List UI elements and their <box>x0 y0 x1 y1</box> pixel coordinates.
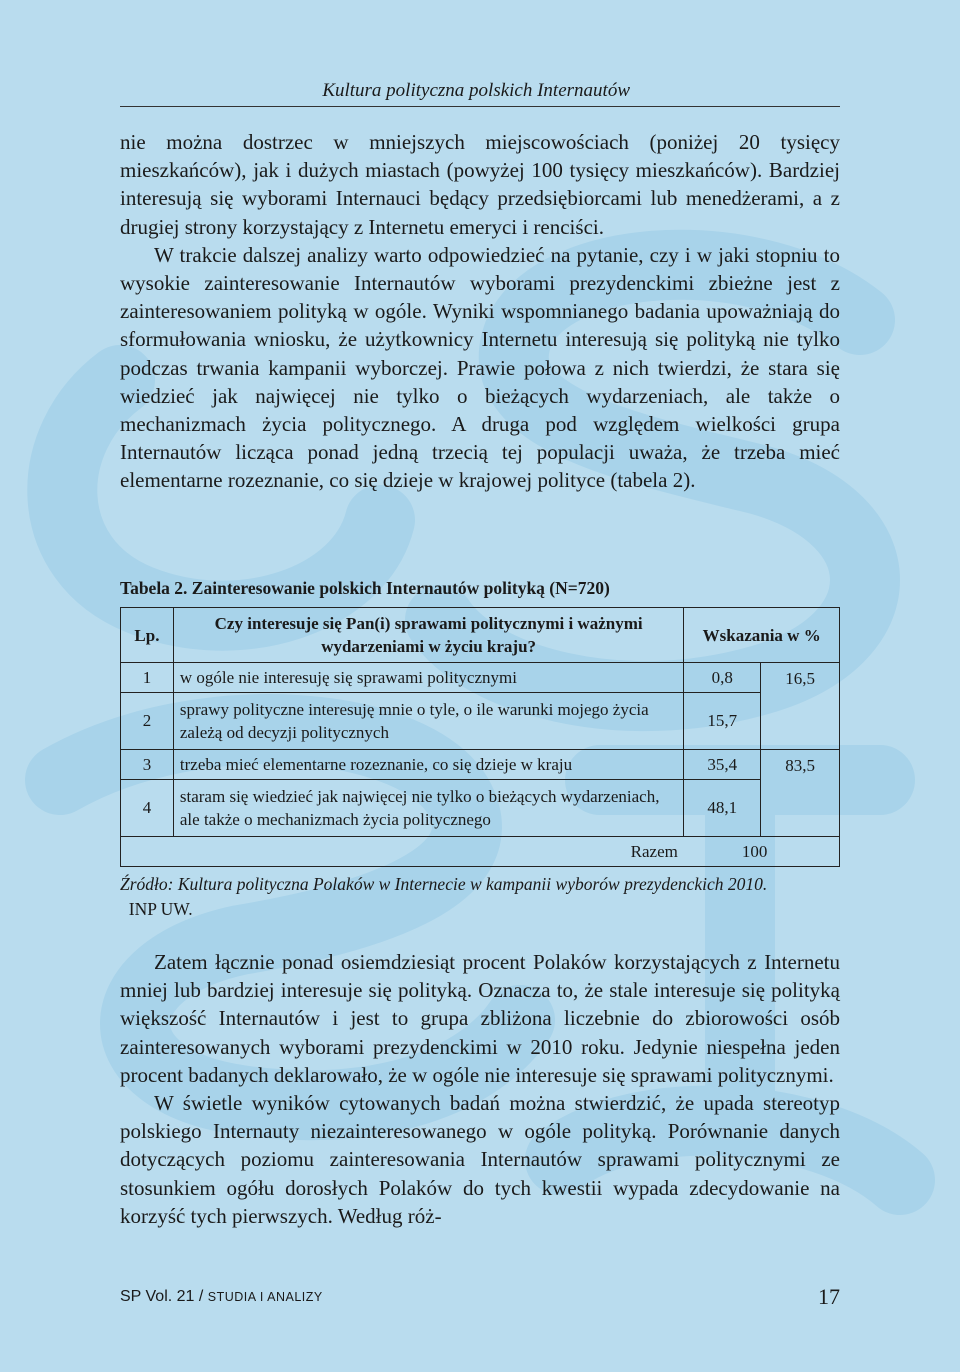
header-values: Wskazania w % <box>684 608 840 663</box>
header-question: Czy interesuje się Pan(i) sprawami politycznymi i ważnymi wydarzeniami w życiu kraju? <box>173 608 683 663</box>
row-lp: 4 <box>121 780 174 837</box>
table-source <box>120 872 840 922</box>
row-text: sprawy polityczne interesuję mnie o tyle, o ile warunki mojego życia zależą od decyzji politycznych <box>173 693 683 750</box>
total-value: 100 <box>684 837 840 867</box>
row-lp: 3 <box>121 750 174 780</box>
row-value: 0,8 <box>684 663 761 693</box>
table-row <box>121 750 840 780</box>
paragraph: nie można dostrzec w mniejszych miejscowościach (poniżej 20 tysięcy mieszkańców), jak i dużych miastach (powyżej 100 tysięcy mieszkańców). Bardziej interesują się wyborami Internauci będący przedsiębiorcami lub menedżerami, a z drugiej strony korzystający z Internetu emeryci i renciści. <box>120 130 840 239</box>
subtotal-cell: 83,5 <box>761 750 840 837</box>
body-text-top <box>120 128 840 495</box>
page-number: 17 <box>818 1284 840 1309</box>
table-row <box>121 693 840 750</box>
paragraph: W trakcie dalszej analizy warto odpowiedzieć na pytanie, czy i w jaki stopniu to wysokie zainteresowanie Internautów wyborami prezydenckimi zbieżne jest z zainteresowaniem polityką w ogóle. Wyniki wspomnianego badania upoważniają do sformułowania wniosku, że użytkownicy Internetu interesują się polityką nie tylko podczas trwania kampanii wyborczej. Prawie połowa z nich twierdzi, że stara się wiedzieć jak najwięcej nie tylko o bieżących wydarzeniach, ale także o mechanizmach życia politycznego. A druga pod względem wielkości grupa Internautów licząca ponad jedną trzecią tej populacji uważa, że trzeba mieć elementarne rozeznanie, co się dzieje w krajowej polityce (tabela 2). <box>120 242 840 493</box>
section-name: STUDIA I ANALIZY <box>207 1290 323 1304</box>
body-text-bottom <box>120 948 840 1230</box>
table-row <box>121 780 840 837</box>
row-lp: 2 <box>121 693 174 750</box>
subtotal-cell: 16,5 <box>761 663 840 750</box>
row-value: 15,7 <box>684 693 761 750</box>
paragraph: W świetle wyników cytowanych badań można stwierdzić, że upada stereotyp polskiego Internauty niezainteresowanego w ogóle polityką. Porównanie danych dotyczących poziomu zainteresowania Internautów sprawami politycznymi ze stosunkiem ogółu dorosłych Polaków do tych kwestii wypada zdecydowanie na korzyść tych pierwszych. Według róż- <box>120 1091 840 1228</box>
table-row <box>121 663 840 693</box>
row-value: 48,1 <box>684 780 761 837</box>
row-text: staram się wiedzieć jak najwięcej nie tylko o bieżących wydarzeniach, ale także o mechanizmach życia politycznego <box>173 780 683 837</box>
row-lp: 1 <box>121 663 174 693</box>
running-head: Kultura polityczna polskich Internautów <box>322 80 630 101</box>
journal-name: SP Vol. 21 / <box>120 1288 204 1305</box>
total-label: Razem <box>121 837 684 867</box>
row-text: w ogóle nie interesuję się sprawami politycznymi <box>173 663 683 693</box>
table-header-row <box>121 608 840 663</box>
paragraph: Zatem łącznie ponad osiemdziesiąt procent Polaków korzystających z Internetu mniej lub bardziej interesuje się polityką. Oznacza to, że stale interesuje się polityką większość Internautów i jest to grupa zbliżona liczebnie do zbiorowości osób zainteresowanych wyborami prezydenckimi w 2010 roku. Jedynie niespełna jeden procent badanych deklarowało, że w ogóle nie interesuje się sprawami politycznymi. <box>120 950 840 1087</box>
header-rule <box>120 106 840 107</box>
source-org: INP UW. <box>128 899 193 919</box>
data-table <box>120 607 840 867</box>
table-caption: Tabela 2. Zainteresowanie polskich Internautów polityką (N=720) <box>120 578 610 598</box>
header-lp: Lp. <box>121 608 174 663</box>
footer-journal <box>120 1288 323 1306</box>
row-text: trzeba mieć elementarne rozeznanie, co się dzieje w kraju <box>173 750 683 780</box>
table-total-row <box>121 837 840 867</box>
source-label: Źródło: Kultura polityczna Polaków w Internecie w kampanii wyborów prezydenckich 2010. <box>120 874 768 894</box>
row-value: 35,4 <box>684 750 761 780</box>
